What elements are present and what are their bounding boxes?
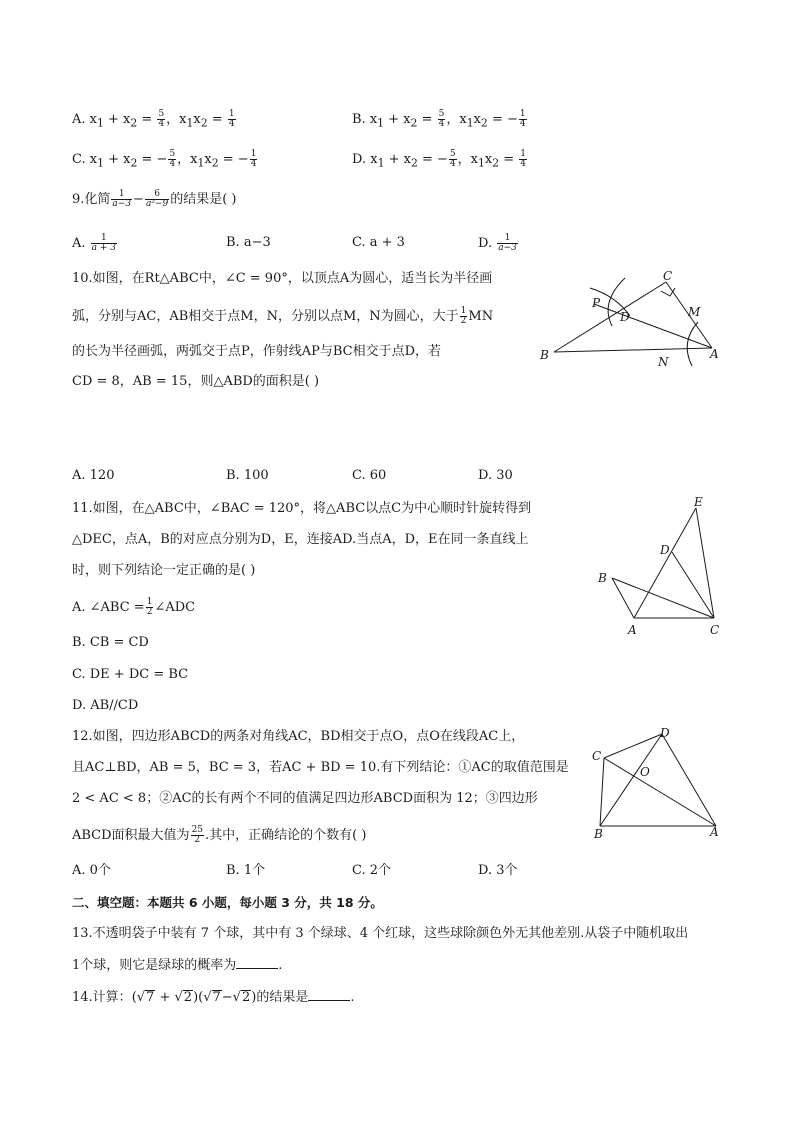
q12-option-d: D. 3个 [478, 863, 518, 878]
q11-option-a: A. ∠ABC = $\frac{1}{2}$ ∠ADC [72, 597, 196, 617]
section-heading: 二、填空题：本题共 6 小题，每小题 3 分，共 18 分。 [72, 895, 383, 910]
q12-option-b: B. 1个 [226, 863, 266, 878]
segment-da [662, 734, 716, 826]
q12-option-c: C. 2个 [352, 863, 392, 878]
q8-option-c: C. $x_1 + x_2$ = − $\frac{5}{4}$ ，$x_1x_2$ = − $\frac{1}{4}$ [72, 149, 257, 170]
q8-option-b: B. $x_1 + x_2$ = $\frac{5}{4}$ ，$x_1x_2$ = − $\frac{1}{4}$ [352, 109, 526, 130]
diagonal-ac [604, 758, 716, 826]
label-d: D [620, 310, 630, 324]
q9-option-c: C. a + 3 [352, 235, 405, 250]
label-n: N [658, 355, 669, 369]
q10-figure [530, 262, 730, 374]
q10-option-a: A. 120 [72, 468, 115, 483]
segment-dc [672, 552, 714, 618]
q9-option-d: D. $\frac{1}{a-3}$ [478, 233, 517, 253]
arc-from-a [687, 322, 698, 366]
label-a: A [628, 623, 637, 637]
label-a: A [710, 347, 719, 361]
q12-line-4: ABCD面积最大值为 $\frac{25}{2}$ .其中，正确结论的个数有( ) [72, 825, 367, 845]
label-b: B [594, 827, 603, 841]
segment-ba [554, 348, 712, 352]
q11-option-c: C. DE + DC = BC [72, 667, 189, 682]
label-c: C [592, 749, 602, 763]
label-c: C [710, 623, 720, 637]
q12-figure [588, 722, 728, 842]
segment-cd [604, 734, 662, 758]
q12-line-3: 2 < AC < 8；②AC的长有两个不同的值满足四边形ABCD面积为 12；③四边形 [72, 791, 538, 806]
label-d: D [660, 543, 670, 557]
label-e: E [694, 495, 703, 509]
label-m: M [688, 305, 701, 319]
q9-option-b: B. a−3 [226, 235, 271, 250]
segment-ba [612, 578, 634, 618]
q11-line-3: 时，则下列结论一定正确的是( ) [72, 563, 256, 578]
label-b: B [598, 571, 607, 585]
segment-bc [554, 282, 666, 352]
q10-line-2: 弧，分别与AC，AB相交于点M，N，分别以点M，N为圆心，大于 $\frac{1}{2}$ MN [72, 306, 494, 326]
q14-line: 14.计算：(√7 + √2)(√7−√2)的结果是 . [72, 990, 355, 1005]
q8-option-d: D. $x_1 + x_2$ = − $\frac{5}{4}$ ，$x_1x_2$ = $\frac{1}{4}$ [352, 149, 527, 170]
q10-option-c: C. 60 [352, 468, 387, 483]
q10-option-b: B. 100 [226, 468, 269, 483]
right-angle-mark [661, 288, 675, 296]
q11-line-2: △DEC，点A，B的对应点分别为D，E，连接AD.当点A，D，E在同一条直线上 [72, 532, 529, 547]
label-p: P [592, 296, 601, 310]
q9-option-a: A. $\frac{1}{a + 3}$ [72, 233, 117, 253]
q11-option-b: B. CB = CD [72, 635, 149, 650]
segment-bc [612, 578, 714, 618]
q9-stem: 9.化简 $\frac{1}{a-3}$ − $\frac{6}{\text{a²−9}}$ 的结果是( ) [72, 189, 237, 209]
segment-ae [634, 508, 696, 618]
q8-option-a: A. $x_1 + x_2$ = $\frac{5}{4}$ ，$x_1x_2$ = $\frac{1}{4}$ [72, 109, 235, 130]
q10-line-1: 10.如图，在Rt△ABC中，∠C = 90°，以顶点A为圆心，适当长为半径画 [72, 271, 493, 286]
q10-option-d: D. 30 [478, 468, 513, 483]
answer-blank [308, 988, 350, 1001]
q13-line-2: 1个球，则它是绿球的概率为 . [72, 958, 283, 973]
q12-option-a: A. 0个 [72, 863, 111, 878]
q13-line-1: 13.不透明袋子中装有 7 个球，其中有 3 个绿球、4 个红球，这些球除颜色外无其他差别.从袋子中随机取出 [72, 926, 689, 941]
label-c: C [663, 269, 673, 283]
label-d: D [660, 726, 670, 740]
q11-figure [590, 492, 730, 640]
answer-blank [236, 956, 278, 969]
q11-option-d: D. AB//CD [72, 698, 139, 713]
diagonal-bd [600, 734, 662, 826]
q12-line-2: 且AC⊥BD，AB = 5，BC = 3，若AC + BD = 10.有下列结论：①AC的取值范围是 [72, 760, 569, 775]
q10-line-3: 的长为半径画弧，两弧交于点P，作射线AP与BC相交于点D，若 [72, 344, 442, 359]
q12-line-1: 12.如图，四边形ABCD的两条对角线AC，BD相交于点O，点O在线段AC上， [72, 729, 525, 744]
segment-ec [696, 508, 714, 618]
label-b: B [540, 348, 549, 362]
label-o: O [640, 765, 650, 779]
q11-line-1: 11.如图，在△ABC中，∠BAC = 120°，将△ABC以点C为中心顺时针旋转得到 [72, 501, 532, 516]
label-a: A [710, 825, 719, 839]
q10-line-4: CD = 8，AB = 15，则△ABD的面积是( ) [72, 374, 320, 389]
segment-cb [600, 758, 604, 826]
